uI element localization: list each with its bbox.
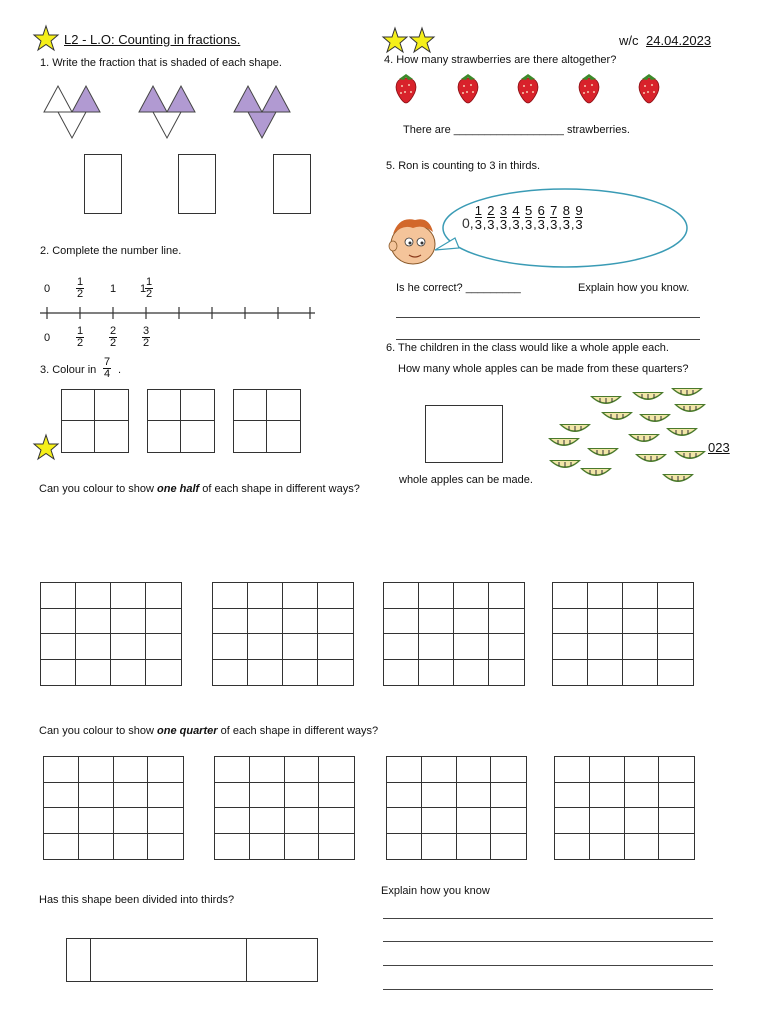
number-line-label: $\frac{1}{2}$ (77, 276, 84, 300)
grid-cell[interactable] (625, 757, 660, 783)
grid-cell[interactable] (79, 808, 114, 834)
answer-box[interactable] (425, 405, 503, 463)
colouring-grid[interactable] (40, 582, 182, 686)
apple-quarter-icon (548, 438, 580, 446)
q5-prompt: 5. Ron is counting to 3 in thirds. (386, 160, 541, 172)
grid-cell[interactable] (590, 808, 625, 834)
apple-quarter-icon (580, 468, 612, 476)
answer-box[interactable] (178, 154, 216, 214)
grid-cell[interactable] (419, 583, 454, 609)
grid-cell[interactable] (44, 834, 79, 860)
apple-quarter-icon (635, 454, 667, 462)
grid-cell[interactable] (148, 757, 183, 783)
grid-cell[interactable] (387, 783, 422, 809)
grid-cell[interactable] (250, 783, 285, 809)
q3-prompt: 3. Colour in (40, 364, 97, 376)
grid-cell[interactable] (489, 609, 524, 635)
grid-cell[interactable] (146, 660, 181, 686)
quarter-prompt: Can you colour to show one quarter of each shape in different ways? (39, 725, 379, 737)
grid-cell[interactable] (79, 757, 114, 783)
colouring-grid[interactable] (386, 756, 527, 860)
comma: , (508, 217, 512, 231)
worksheet-title: L2 - L.O: Counting in fractions. (64, 32, 241, 47)
number-line-label: 0 (44, 332, 51, 344)
grid-cell[interactable] (659, 783, 694, 809)
colouring-grid[interactable] (43, 756, 184, 860)
grid-cell[interactable] (319, 808, 354, 834)
number-line-label: 1 (110, 283, 117, 295)
apple-quarter-icon (671, 388, 703, 396)
number-line-label: $\frac{1}{2}$ (77, 325, 84, 349)
colouring-square[interactable] (233, 389, 301, 453)
comma: , (570, 217, 575, 231)
q6-prompt: 6. The children in the class would like a whole apple each. (386, 342, 669, 354)
colouring-grid[interactable] (554, 756, 695, 860)
grid-cell[interactable] (213, 583, 248, 609)
grid-cell[interactable] (285, 757, 320, 783)
grid-cell[interactable] (588, 583, 623, 609)
colouring-grid[interactable] (212, 582, 354, 686)
strawberry-icon (576, 72, 602, 104)
correct-prompt: Is he correct? _________ (396, 282, 521, 294)
number-line-label: 0 (44, 283, 51, 295)
number-line-label: $\frac{2}{2}$ (110, 325, 117, 349)
q1-prompt: 1. Write the fraction that is shaded of each shape. (40, 57, 282, 69)
grid-cell[interactable] (387, 757, 422, 783)
grid-cell[interactable] (384, 609, 419, 635)
grid-cell[interactable] (148, 834, 183, 860)
grid-cell[interactable] (215, 757, 250, 783)
grid-cell[interactable] (588, 660, 623, 686)
grid-cell[interactable] (454, 634, 489, 660)
grid-cell[interactable] (658, 609, 693, 635)
grid-cell[interactable] (419, 609, 454, 635)
overlap-date-fragment: 023 (708, 440, 730, 455)
answer-line[interactable] (396, 339, 700, 340)
colouring-grid[interactable] (552, 582, 694, 686)
number-line (40, 305, 320, 321)
strawberry-icon (515, 72, 541, 104)
grid-cell[interactable] (555, 834, 590, 860)
strawberry-icon (455, 72, 481, 104)
q3-fraction: $\frac{7}{4}$ (104, 356, 111, 380)
star-icon (409, 27, 435, 53)
grid-cell[interactable] (76, 609, 111, 635)
apple-quarter-icon (628, 434, 660, 442)
number-line-label: $\frac{3}{2}$ (143, 325, 150, 349)
bubble-fraction: $\frac{8}{3}$ (562, 203, 570, 232)
grid-cell[interactable] (44, 783, 79, 809)
grid-cell[interactable] (111, 634, 146, 660)
grid-cell[interactable] (114, 808, 149, 834)
grid-cell[interactable] (625, 783, 660, 809)
grid-cell[interactable] (146, 634, 181, 660)
answer-line[interactable] (383, 989, 713, 990)
grid-cell[interactable] (658, 634, 693, 660)
grid-cell[interactable] (588, 609, 623, 635)
apple-quarter-icon (587, 448, 619, 456)
colouring-square[interactable] (61, 389, 129, 453)
grid-cell[interactable] (318, 609, 353, 635)
grid-cell[interactable] (659, 834, 694, 860)
grid-cell[interactable] (623, 634, 658, 660)
answer-box[interactable] (84, 154, 122, 214)
grid-cell[interactable] (248, 634, 283, 660)
grid-cell[interactable] (387, 808, 422, 834)
grid-cell[interactable] (625, 808, 660, 834)
grid-cell[interactable] (489, 583, 524, 609)
grid-cell[interactable] (419, 660, 454, 686)
colouring-grid[interactable] (383, 582, 525, 686)
grid-cell[interactable] (318, 634, 353, 660)
speech-bubble (385, 186, 695, 278)
grid-cell[interactable] (111, 609, 146, 635)
q4-prompt: 4. How many strawberries are there altogether? (384, 54, 617, 66)
strawberry-icon (393, 72, 419, 104)
grid-cell[interactable] (248, 609, 283, 635)
apple-quarters-group (540, 383, 715, 488)
grid-cell[interactable] (457, 783, 492, 809)
comma: , (520, 217, 524, 231)
comma: , (495, 217, 499, 231)
grid-cell[interactable] (422, 783, 457, 809)
grid-cell[interactable] (384, 634, 419, 660)
grid-cell[interactable] (79, 783, 114, 809)
grid-cell[interactable] (384, 583, 419, 609)
grid-cell[interactable] (422, 808, 457, 834)
grid-cell[interactable] (250, 808, 285, 834)
half-prompt: Can you colour to show one half of each shape in different ways? (39, 483, 360, 495)
grid-cell[interactable] (588, 634, 623, 660)
star-icon (33, 25, 59, 51)
grid-cell[interactable] (457, 808, 492, 834)
bubble-fraction: $\frac{3}{3}$ (499, 203, 508, 232)
grid-cell[interactable] (489, 634, 524, 660)
answer-box[interactable] (273, 154, 311, 214)
grid-cell[interactable] (213, 660, 248, 686)
colouring-square[interactable] (147, 389, 215, 453)
number-line-label: 1 (140, 283, 147, 295)
answer-blank[interactable]: __________________ (453, 124, 564, 136)
grid-cell[interactable] (625, 834, 660, 860)
grid-cell[interactable] (489, 660, 524, 686)
grid-cell[interactable] (76, 660, 111, 686)
bubble-sequence: 0, $\frac{1}{3}$ , $\frac{2}{3}$ , $\frac{3}{3}$ , $\frac{4}{3}$ , $\frac{5}{3}$ , $\frac{6}{3}$ , $\frac{7}{3}$ , $\frac{8}{3}$ , $\frac{9}{3}$ (462, 203, 583, 232)
bubble-fraction: $\frac{1}{3}$ (474, 203, 482, 232)
grid-cell[interactable] (387, 834, 422, 860)
grid-cell[interactable] (318, 583, 353, 609)
grid-cell[interactable] (553, 583, 588, 609)
grid-cell[interactable] (454, 583, 489, 609)
grid-cell[interactable] (215, 834, 250, 860)
grid-cell[interactable] (454, 609, 489, 635)
grid-cell[interactable] (319, 783, 354, 809)
grid-cell[interactable] (111, 583, 146, 609)
apple-quarter-icon (674, 451, 706, 459)
colouring-grid[interactable] (214, 756, 355, 860)
grid-cell[interactable] (215, 808, 250, 834)
grid-cell[interactable] (285, 783, 320, 809)
grid-cell[interactable] (457, 834, 492, 860)
comma: , (533, 217, 537, 231)
grid-cell[interactable] (44, 808, 79, 834)
grid-cell[interactable] (422, 757, 457, 783)
thirds-explain: Explain how you know (381, 885, 490, 897)
grid-cell[interactable] (590, 834, 625, 860)
apple-quarter-icon (666, 428, 698, 436)
number-line-label: $\frac{1}{2}$ (146, 276, 153, 300)
grid-cell[interactable] (148, 783, 183, 809)
grid-cell[interactable] (623, 660, 658, 686)
grid-cell[interactable] (146, 609, 181, 635)
grid-cell[interactable] (659, 757, 694, 783)
grid-cell[interactable] (76, 634, 111, 660)
boy-face-icon (389, 219, 435, 264)
grid-cell[interactable] (555, 808, 590, 834)
grid-cell[interactable] (623, 609, 658, 635)
grid-cell[interactable] (491, 808, 526, 834)
thirds-bar (66, 938, 318, 982)
bubble-fraction: $\frac{2}{3}$ (487, 203, 495, 232)
grid-cell[interactable] (213, 634, 248, 660)
grid-cell[interactable] (319, 757, 354, 783)
grid-cell[interactable] (285, 808, 320, 834)
grid-cell[interactable] (41, 609, 76, 635)
grid-cell[interactable] (422, 834, 457, 860)
grid-cell[interactable] (658, 583, 693, 609)
grid-cell[interactable] (41, 634, 76, 660)
grid-cell[interactable] (41, 583, 76, 609)
bubble-fraction: $\frac{4}{3}$ (512, 203, 520, 232)
grid-cell[interactable] (318, 660, 353, 686)
bubble-fraction: $\frac{5}{3}$ (525, 203, 533, 232)
answer-line[interactable] (383, 918, 713, 919)
grid-cell[interactable] (250, 757, 285, 783)
apple-quarter-icon (559, 424, 591, 432)
grid-cell[interactable] (283, 583, 318, 609)
bubble-fraction: $\frac{6}{3}$ (537, 203, 545, 232)
bubble-fraction: $\frac{9}{3}$ (575, 203, 583, 232)
grid-cell[interactable] (555, 757, 590, 783)
grid-cell[interactable] (283, 660, 318, 686)
grid-cell[interactable] (659, 808, 694, 834)
apple-quarter-icon (662, 474, 694, 482)
comma: , (545, 217, 550, 231)
apple-quarter-icon (639, 414, 671, 422)
grid-cell[interactable] (114, 783, 149, 809)
grid-cell[interactable] (553, 660, 588, 686)
apple-quarter-icon (674, 404, 706, 412)
grid-cell[interactable] (590, 757, 625, 783)
grid-cell[interactable] (384, 660, 419, 686)
grid-cell[interactable] (41, 660, 76, 686)
grid-cell[interactable] (213, 609, 248, 635)
apple-quarter-icon (590, 396, 622, 404)
grid-cell[interactable] (79, 834, 114, 860)
grid-cell[interactable] (553, 609, 588, 635)
grid-cell[interactable] (250, 834, 285, 860)
grid-cell[interactable] (44, 757, 79, 783)
grid-cell[interactable] (419, 634, 454, 660)
grid-cell[interactable] (248, 660, 283, 686)
thirds-question: Has this shape been divided into thirds? (39, 894, 235, 906)
q6-subprompt: How many whole apples can be made from these quarters? (398, 363, 689, 375)
answer-line[interactable] (383, 941, 713, 942)
grid-cell[interactable] (148, 808, 183, 834)
grid-cell[interactable] (553, 634, 588, 660)
grid-cell[interactable] (491, 783, 526, 809)
grid-cell[interactable] (590, 783, 625, 809)
grid-cell[interactable] (319, 834, 354, 860)
date-text: 24.04.2023 (646, 33, 712, 48)
grid-cell[interactable] (283, 609, 318, 635)
q3-period: . (118, 364, 122, 376)
q2-prompt: 2. Complete the number line. (40, 245, 182, 257)
q4-answer-line: There are __________________ strawberries. (403, 124, 630, 136)
grid-cell[interactable] (623, 583, 658, 609)
grid-cell[interactable] (491, 834, 526, 860)
answer-line[interactable] (396, 317, 700, 318)
grid-cell[interactable] (491, 757, 526, 783)
grid-cell[interactable] (215, 783, 250, 809)
grid-cell[interactable] (285, 834, 320, 860)
grid-cell[interactable] (454, 660, 489, 686)
week-label: w/c (619, 33, 639, 48)
grid-cell[interactable] (114, 834, 149, 860)
apple-quarter-icon (632, 392, 664, 400)
apple-quarter-icon (601, 412, 633, 420)
grid-cell[interactable] (111, 660, 146, 686)
grid-cell[interactable] (283, 634, 318, 660)
grid-cell[interactable] (76, 583, 111, 609)
grid-cell[interactable] (146, 583, 181, 609)
strawberry-icon (636, 72, 654, 104)
comma: , (558, 217, 562, 231)
q6-answer-suffix: whole apples can be made. (399, 474, 533, 486)
grid-cell[interactable] (248, 583, 283, 609)
grid-cell[interactable] (555, 783, 590, 809)
star-icon (33, 434, 59, 460)
grid-cell[interactable] (457, 757, 492, 783)
comma: , (482, 217, 487, 231)
grid-cell[interactable] (114, 757, 149, 783)
bubble-fraction: $\frac{7}{3}$ (550, 203, 558, 232)
shaded-triangle-shapes (42, 84, 312, 142)
star-icon (382, 27, 408, 53)
apple-quarter-icon (549, 460, 581, 468)
grid-cell[interactable] (658, 660, 693, 686)
answer-line[interactable] (383, 965, 713, 966)
explain-prompt: Explain how you know. (578, 282, 690, 294)
